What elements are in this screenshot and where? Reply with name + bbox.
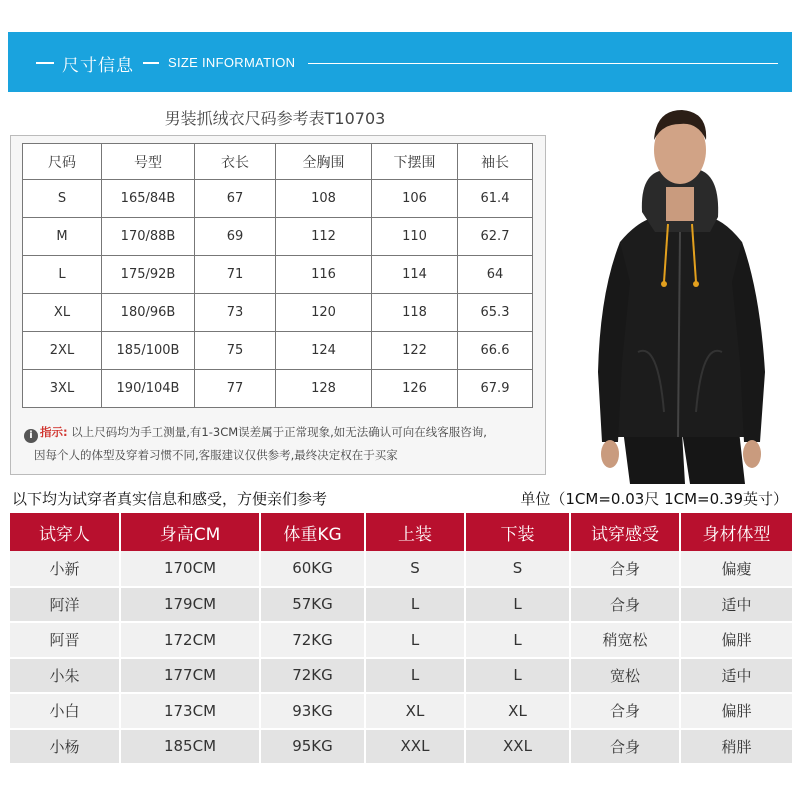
- size-cell: 65.3: [458, 294, 533, 332]
- size-chart-header-row: [23, 144, 533, 180]
- size-cell: 128: [276, 370, 372, 408]
- tryon-col-header: 下装: [465, 513, 570, 551]
- tryon-cell: 72KG: [260, 658, 365, 694]
- size-cell: 67.9: [458, 370, 533, 408]
- size-cell: 110: [372, 218, 458, 256]
- size-chart-row: [23, 332, 533, 370]
- tryon-cell: 偏胖: [680, 693, 792, 729]
- note-line-2: 因每个人的体型及穿着习惯不同,客服建议仅供参考,最终决定权在于买家: [34, 448, 398, 462]
- size-cell: 67: [195, 180, 276, 218]
- tryon-cell: S: [365, 551, 465, 587]
- size-cell: 185/100B: [102, 332, 195, 370]
- tryon-cell: 合身: [570, 693, 680, 729]
- banner-divider-middle: [143, 62, 159, 64]
- tryon-cell: 偏胖: [680, 622, 792, 658]
- banner-divider-left: [36, 62, 54, 64]
- banner-subtitle: SIZE INFORMATION: [168, 55, 296, 70]
- tryon-cell: 173CM: [120, 693, 260, 729]
- tryon-cell: 合身: [570, 587, 680, 623]
- tryon-col-header: 身高CM: [120, 513, 260, 551]
- tryon-cell: L: [465, 622, 570, 658]
- tryon-cell: 60KG: [260, 551, 365, 587]
- tryon-cell: 适中: [680, 587, 792, 623]
- model-photo: [560, 92, 800, 484]
- tryon-cell: XL: [365, 693, 465, 729]
- tryon-row: [10, 622, 792, 658]
- size-cell: 114: [372, 256, 458, 294]
- tryon-header-row: [10, 513, 792, 551]
- tryon-row: [10, 551, 792, 587]
- size-cell: 165/84B: [102, 180, 195, 218]
- size-cell: 170/88B: [102, 218, 195, 256]
- size-cell: 77: [195, 370, 276, 408]
- tryon-cell: L: [365, 622, 465, 658]
- size-cell: 61.4: [458, 180, 533, 218]
- size-chart-row: [23, 370, 533, 408]
- tryon-cell: 95KG: [260, 729, 365, 765]
- tryon-col-header: 试穿感受: [570, 513, 680, 551]
- size-cell: 120: [276, 294, 372, 332]
- tryon-col-header: 上装: [365, 513, 465, 551]
- tryon-col-header: 体重KG: [260, 513, 365, 551]
- tryon-row: [10, 693, 792, 729]
- size-cell: S: [23, 180, 102, 218]
- size-cell: L: [23, 256, 102, 294]
- tryon-cell: 小朱: [10, 658, 120, 694]
- tryon-cell: 阿晋: [10, 622, 120, 658]
- tryon-cell: 合身: [570, 729, 680, 765]
- size-cell: 175/92B: [102, 256, 195, 294]
- tryon-row: [10, 587, 792, 623]
- tryon-table: [10, 513, 792, 765]
- tryon-cell: 宽松: [570, 658, 680, 694]
- tryon-col-header: 试穿人: [10, 513, 120, 551]
- tryon-cell: XXL: [465, 729, 570, 765]
- size-chart-row: [23, 218, 533, 256]
- size-cell: 3XL: [23, 370, 102, 408]
- size-cell: 108: [276, 180, 372, 218]
- tryon-cell: 72KG: [260, 622, 365, 658]
- tryon-cell: 57KG: [260, 587, 365, 623]
- tryon-cell: 170CM: [120, 551, 260, 587]
- size-cell: 112: [276, 218, 372, 256]
- size-chart-row: [23, 256, 533, 294]
- size-chart-row: [23, 180, 533, 218]
- tryon-cell: L: [465, 658, 570, 694]
- tryon-row: [10, 729, 792, 765]
- tryon-cell: L: [365, 587, 465, 623]
- size-col-header: 号型: [102, 144, 195, 180]
- size-cell: 180/96B: [102, 294, 195, 332]
- size-note: [24, 421, 539, 467]
- size-cell: 122: [372, 332, 458, 370]
- tryon-cell: XXL: [365, 729, 465, 765]
- tryon-row: [10, 658, 792, 694]
- size-cell: 69: [195, 218, 276, 256]
- size-cell: 73: [195, 294, 276, 332]
- size-chart-row: [23, 294, 533, 332]
- tryon-cell: 适中: [680, 658, 792, 694]
- size-cell: XL: [23, 294, 102, 332]
- tryon-cell: 稍宽松: [570, 622, 680, 658]
- size-col-header: 袖长: [458, 144, 533, 180]
- size-cell: 71: [195, 256, 276, 294]
- size-cell: 124: [276, 332, 372, 370]
- tryon-cell: 阿洋: [10, 587, 120, 623]
- size-cell: 126: [372, 370, 458, 408]
- tryon-cell: XL: [465, 693, 570, 729]
- size-col-header: 全胸围: [276, 144, 372, 180]
- tryon-col-header: 身材体型: [680, 513, 792, 551]
- tryon-cell: 偏瘦: [680, 551, 792, 587]
- tryon-cell: S: [465, 551, 570, 587]
- tryon-cell: 小白: [10, 693, 120, 729]
- size-cell: 118: [372, 294, 458, 332]
- size-col-header: 衣长: [195, 144, 276, 180]
- info-icon: i: [24, 429, 38, 443]
- size-chart-table: [22, 143, 533, 408]
- tryon-cell: 小新: [10, 551, 120, 587]
- tryon-cell: 172CM: [120, 622, 260, 658]
- banner-divider-right: [308, 63, 778, 64]
- tryon-cell: 稍胖: [680, 729, 792, 765]
- unit-caption: 单位（1CM=0.03尺 1CM=0.39英寸）: [520, 490, 788, 508]
- size-col-header: 尺码: [23, 144, 102, 180]
- banner-title: 尺寸信息: [62, 56, 134, 76]
- note-tag: 指示:: [40, 425, 68, 439]
- model-illustration: [560, 92, 800, 484]
- size-cell: 62.7: [458, 218, 533, 256]
- tryon-cell: 93KG: [260, 693, 365, 729]
- tryon-cell: 177CM: [120, 658, 260, 694]
- size-cell: 2XL: [23, 332, 102, 370]
- tryon-cell: 小杨: [10, 729, 120, 765]
- tryon-cell: 185CM: [120, 729, 260, 765]
- tryon-cell: L: [365, 658, 465, 694]
- header-banner: [8, 32, 792, 92]
- tryon-cell: 合身: [570, 551, 680, 587]
- size-cell: M: [23, 218, 102, 256]
- tryon-caption: 以下均为试穿者真实信息和感受，方便亲们参考: [12, 490, 328, 508]
- size-col-header: 下摆围: [372, 144, 458, 180]
- note-line-1: 以上尺码均为手工测量,有1-3CM误差属于正常现象,如无法确认可向在线客服咨询,: [71, 425, 487, 439]
- tryon-cell: 179CM: [120, 587, 260, 623]
- size-cell: 75: [195, 332, 276, 370]
- size-cell: 116: [276, 256, 372, 294]
- tryon-cell: L: [465, 587, 570, 623]
- size-cell: 106: [372, 180, 458, 218]
- size-cell: 66.6: [458, 332, 533, 370]
- size-chart-title: 男装抓绒衣尺码参考表T10703: [164, 109, 386, 128]
- size-cell: 190/104B: [102, 370, 195, 408]
- size-cell: 64: [458, 256, 533, 294]
